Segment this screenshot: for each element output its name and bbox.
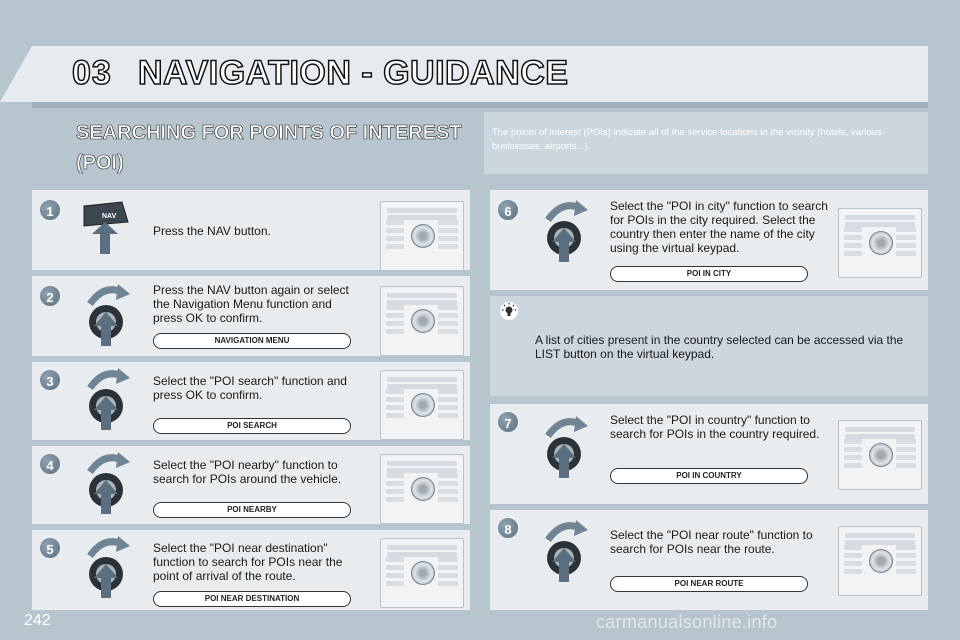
control-panel-image [838, 526, 922, 596]
step-text: Select the "POI in city" function to search for POIs in the city required. Select the country then enter the name of the city using the virtual keypad. [610, 199, 828, 255]
step-text: Press the NAV button. [153, 224, 271, 238]
dial-press-icon [534, 196, 594, 276]
step-number: 2 [38, 284, 62, 308]
chapter-number: 03 [72, 54, 112, 92]
dial-press-icon [534, 412, 594, 492]
step-number: 6 [496, 198, 520, 222]
step-number: 4 [38, 452, 62, 476]
control-panel-image [380, 454, 464, 524]
dial-press-icon [76, 280, 136, 360]
function-poi-near-destination: POI NEAR DESTINATION [153, 591, 351, 607]
chapter-title: NAVIGATION - GUIDANCE [138, 54, 569, 92]
dial-press-icon [534, 516, 594, 596]
nav-button-label: NAV [102, 213, 117, 220]
step-text: Select the "POI near destination" function to search for POIs near the point of arrival of the route. [153, 541, 343, 583]
step-text: Select the "POI in country" function to search for POIs in the country required. [610, 413, 820, 441]
function-poi-near-route: POI NEAR ROUTE [610, 576, 808, 592]
function-navigation-menu: NAVIGATION MENU [153, 333, 351, 349]
control-panel-image [380, 538, 464, 608]
nav-button-icon [76, 198, 136, 268]
header-divider [32, 102, 928, 108]
tip-text: A list of cities present in the country selected can be accessed via the LIST button on the virtual keypad. [535, 333, 904, 361]
step-text: Select the "POI near route" function to search for POIs near the route. [610, 528, 813, 556]
dial-press-icon [76, 532, 136, 612]
step-number: 3 [38, 368, 62, 392]
function-poi-in-country: POI IN COUNTRY [610, 468, 808, 484]
control-panel-image [838, 208, 922, 278]
control-panel-image [838, 420, 922, 490]
step-number: 1 [38, 198, 62, 222]
step-number: 7 [496, 410, 520, 434]
function-poi-search: POI SEARCH [153, 418, 351, 434]
page-number: 242 [24, 612, 51, 629]
control-panel-image [380, 370, 464, 440]
step-number: 5 [38, 536, 62, 560]
function-poi-nearby: POI NEARBY [153, 502, 351, 518]
step-text: Select the "POI nearby" function to search for POIs around the vehicle. [153, 458, 342, 486]
lightbulb-icon [500, 302, 518, 320]
dial-press-icon [76, 364, 136, 444]
watermark: carmanualsonline.info [596, 612, 778, 632]
section-title: SEARCHING FOR POINTS OF INTEREST (POI) [76, 122, 462, 174]
dial-press-icon [76, 448, 136, 528]
intro-text: The points of interest (POIs) indicate all of the service locations in the vicinity (hotels, various businesses, airports...). [492, 127, 882, 152]
control-panel-image [380, 201, 464, 271]
step-number: 8 [496, 516, 520, 540]
function-poi-in-city: POI IN CITY [610, 266, 808, 282]
header-corner [0, 46, 32, 102]
control-panel-image [380, 286, 464, 356]
step-text: Press the NAV button again or select the Navigation Menu function and press OK to confirm. [153, 283, 349, 325]
step-text: Select the "POI search" function and press OK to confirm. [153, 374, 347, 402]
